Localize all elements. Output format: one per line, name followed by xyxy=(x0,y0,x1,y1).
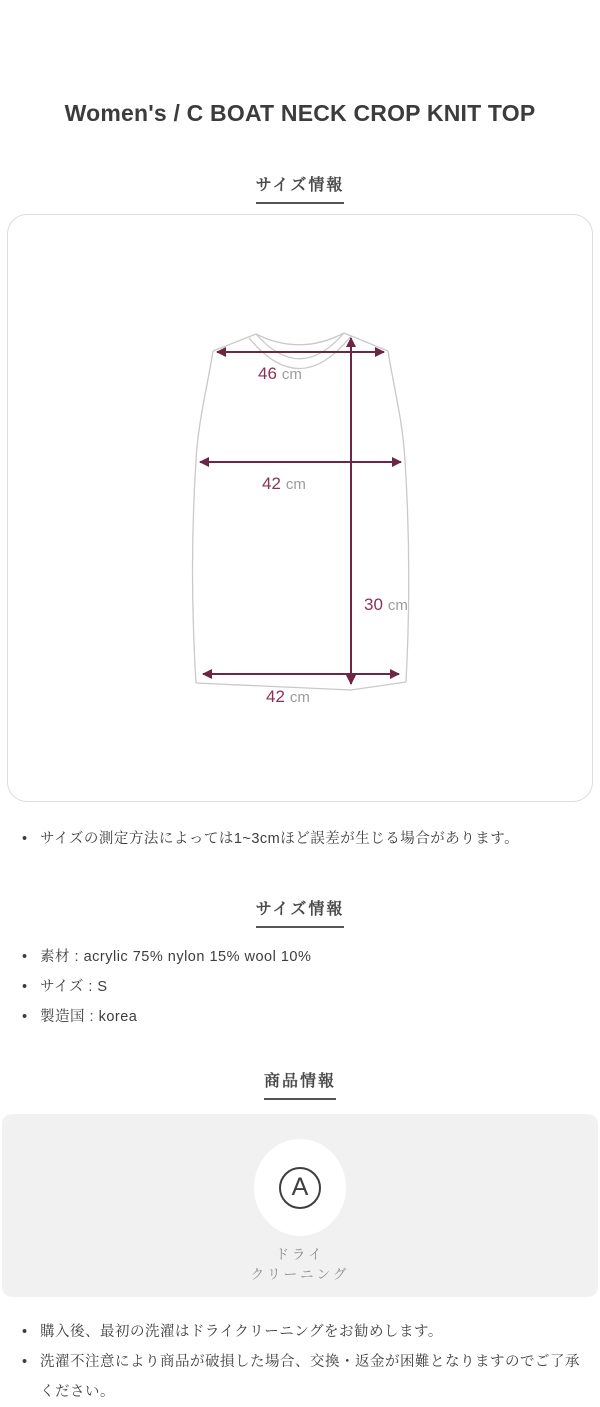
product-title: Women's / C BOAT NECK CROP KNIT TOP xyxy=(64,100,536,126)
material-text: 素材 : acrylic 75% nylon 15% wool 10% xyxy=(40,949,312,965)
length-measure-label: 30 cm xyxy=(364,595,408,614)
shoulder-measure-label: 46 cm xyxy=(258,364,302,383)
list-item xyxy=(22,1002,600,1032)
product-notes-list xyxy=(0,1317,600,1407)
measurement-labels xyxy=(258,364,408,706)
care-symbol-background xyxy=(254,1139,346,1236)
garment-outline xyxy=(193,333,409,690)
care-symbol-letter: A xyxy=(291,1173,309,1201)
size-info-section xyxy=(0,896,600,928)
size-note-item xyxy=(22,824,600,854)
care-item xyxy=(251,1114,350,1285)
size-diagram-box xyxy=(7,214,593,802)
list-item xyxy=(22,1347,580,1407)
size-note-text: サイズの測定方法によっては1~3cmほど誤差が生じる場合があります。 xyxy=(40,831,520,847)
list-item xyxy=(22,972,600,1002)
care-instructions-panel xyxy=(2,1114,598,1297)
chest-measure-label: 42 cm xyxy=(262,474,306,493)
size-note-list xyxy=(0,824,600,854)
size-text: サイズ : S xyxy=(40,979,108,995)
list-item xyxy=(22,1317,580,1347)
size-details-list xyxy=(0,942,600,1032)
dry-clean-icon xyxy=(279,1167,321,1209)
wash-note-text: 購入後、最初の洗濯はドライクリーニングをお勧めします。 xyxy=(40,1324,443,1340)
hem-measure-label: 42 cm xyxy=(266,687,310,706)
garment-measurement-diagram xyxy=(8,215,592,801)
product-info-heading: 商品情報 xyxy=(264,1068,336,1100)
list-item xyxy=(22,942,600,972)
care-caption-line1: ドライ xyxy=(275,1247,325,1262)
damage-note-text: 洗濯不注意により商品が破損した場合、交換・返金が困難となりますのでご了承ください。 xyxy=(40,1354,580,1400)
care-caption-line2: クリーニング xyxy=(250,1267,350,1282)
product-info-section xyxy=(0,1068,600,1100)
country-text: 製造国 : korea xyxy=(40,1009,138,1025)
measurement-lines xyxy=(200,338,401,684)
size-diagram-section xyxy=(0,172,600,204)
size-diagram-heading: サイズ情報 xyxy=(256,172,345,204)
size-info-heading: サイズ情報 xyxy=(256,896,345,928)
care-caption xyxy=(251,1245,350,1285)
